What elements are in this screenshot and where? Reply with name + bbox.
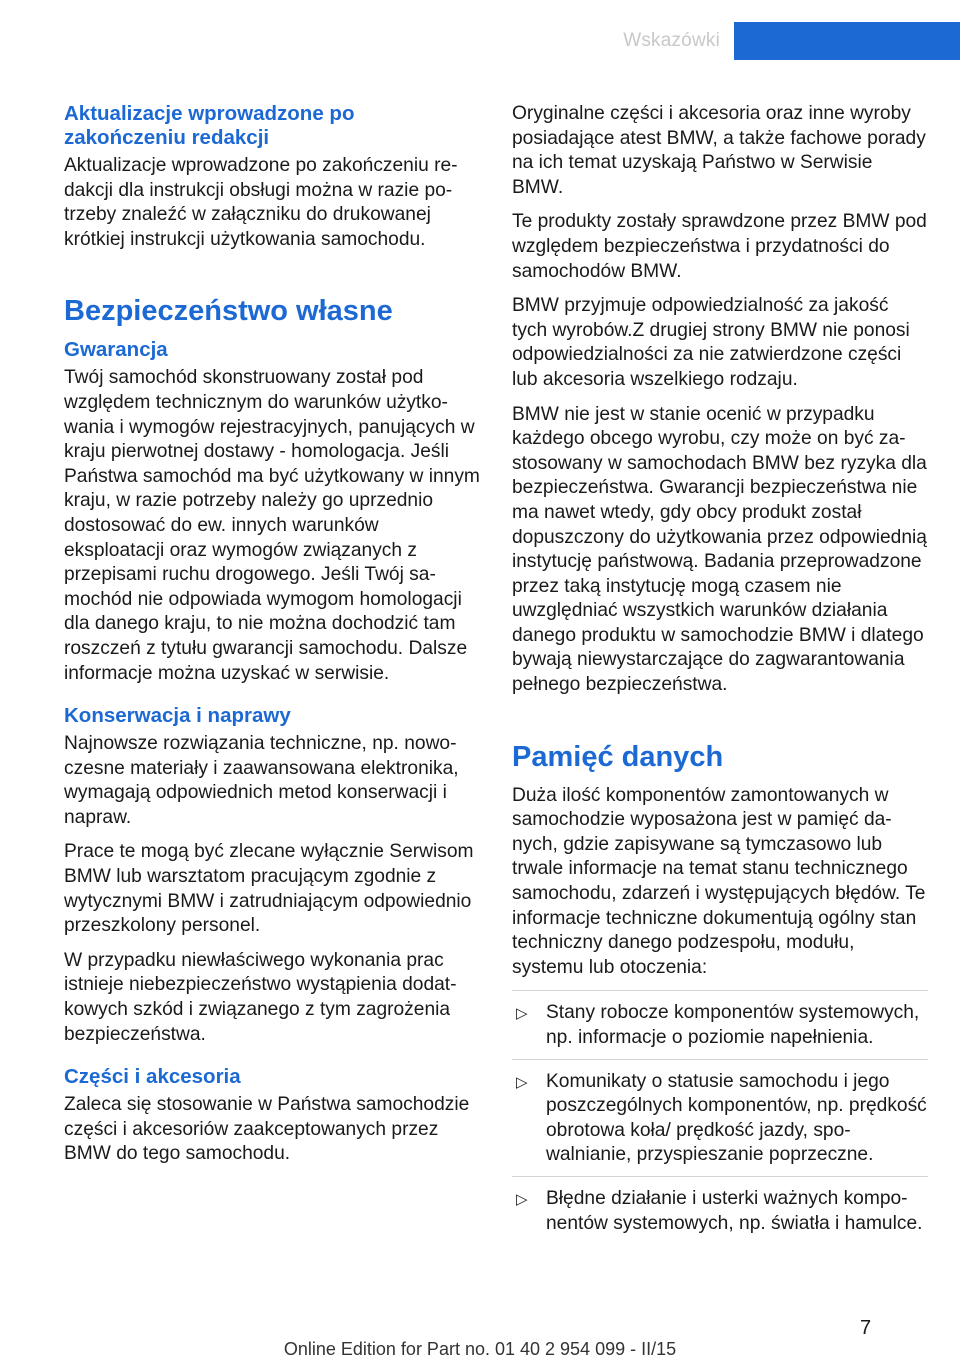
warranty-paragraph: Twój samochód skonstruowany został pod względem technicznym do warunków użytkowania i wymogów rejestracyjnych, panujących w kraju pierwotnej dostawy - homologacja. Jeśli Państwa samochód ma być użytkowany w innym kraju, w razie potrzeby należy go uprzednio dostosować do ew. innych warunków eksploatacji oraz wymogów związanych z przepisami ruchu drogowego. Jeśli Twój samochód nie odpowiada wymogom homologacji dla danego kraju, to nie można dochodzić tam roszczeń z tytułu gwarancji samochodu. Dalsze informacje można uzyskać w serwisie. (64, 367, 480, 684)
data-memory-list (512, 990, 928, 1244)
parts-paragraph-2: Oryginalne części i akcesoria oraz inne wyroby posiadające atest BMW, a także fachowe porady na ich temat uzyskają Państwo w Serwisie BMW. (512, 103, 926, 198)
triangle-bullet-icon: ▷ (516, 1190, 528, 1208)
warranty-heading: Gwarancja (64, 338, 168, 362)
list-item-text: Komunikaty o statusie samochodu i jego poszczególnych komponentów, np. prędkość obrotowa koła/ prędkość jazdy, spowalnianie, przyspieszanie poprzeczne. (546, 1070, 927, 1166)
maintenance-paragraph-3: W przypadku niewłaściwego wykonania prac istnieje niebezpieczeństwo wystąpienia dodatkowych szkód i związanego z tym zagrożenia bezpieczeństwa. (64, 949, 457, 1045)
own-safety-heading: Bezpieczeństwo własne (64, 295, 393, 328)
updates-heading: Aktualizacje wprowadzone po zakończeniu redakcji (64, 102, 355, 149)
data-memory-paragraph: Duża ilość komponentów zamontowanych w samochodzie wyposażona jest w pamięć danych, gdzie zapisywane są tymczasowo lub trwale informacje na temat stanu technicznego samochodu, zdarzeń i występujących błędów. Te informacje techniczne dokumentują ogólny stan techniczny danego podzespołu, modułu, systemu lub otoczenia: (512, 784, 926, 978)
section-tab-bar (734, 22, 960, 60)
triangle-bullet-icon: ▷ (516, 1073, 528, 1091)
parts-paragraph-5: BMW nie jest w stanie ocenić w przypadku każdego obcego wyrobu, czy może on być zastosowany w samochodach BMW bez ryzyka dla bezpieczeństwa. Gwarancji bezpieczeństwa nie ma nawet wtedy, gdy obcy produkt został dopuszczony do użytkowania przez odpowiednią instytucję państwową. Badania przeprowadzone przez taką instytucję mogą czasem nie uwzględniać wszystkich warunków działania danego produktu w samochodzie BMW i dlatego bywają niewystarczające do zagwarantowania pełnego bezpieczeństwa. (512, 403, 927, 696)
maintenance-heading: Konserwacja i naprawy (64, 704, 291, 728)
parts-paragraph: Zaleca się stosowanie w Państwa samochodzie części i akcesoriów zaakceptowanych przez BMW do tego samochodu. (64, 1094, 470, 1165)
edition-footer: Online Edition for Part no. 01 40 2 954 099 - II/15 (283, 1339, 677, 1359)
updates-paragraph: Aktualizacje wprowadzone po zakończeniu redakcji dla instrukcji obsługi można w razie potrzeby znaleźć w załączniku do drukowanej krótkiej instrukcji użytkowania samochodu. (64, 155, 458, 250)
parts-paragraph-3: Te produkty zostały sprawdzone przez BMW pod względem bezpieczeństwa i przydatności do samochodów BMW. (512, 211, 927, 282)
parts-heading: Części i akcesoria (64, 1065, 241, 1089)
parts-paragraph-4: BMW przyjmuje odpowiedzialność za jakość tych wyrobów.Z drugiej strony BMW nie ponosi odpowiedzialności za nie zatwierdzone części lub akcesoria wszelkiego rodzaju. (512, 295, 910, 390)
list-item-text: Stany robocze komponentów systemowych, np. informacje o poziomie napełnienia. (546, 1002, 920, 1048)
maintenance-paragraph-1: Najnowsze rozwiązania techniczne, np. nowoczesne materiały i zaawansowana elektronika, wymagają odpowiednich metod konserwacji i napraw. (64, 733, 459, 828)
maintenance-paragraph-2: Prace te mogą być zlecane wyłącznie Serwisom BMW lub warsztatom pracującym zgodnie z wytycznymi BMW i zatrudniającym odpowiednio przeszkolony personel. (64, 841, 474, 937)
right-column (512, 102, 928, 1244)
list-item (512, 1059, 928, 1176)
left-column (64, 102, 482, 1177)
triangle-bullet-icon: ▷ (516, 1005, 528, 1023)
page-number: 7 (860, 1317, 872, 1339)
list-item (512, 990, 928, 1058)
list-item (512, 1176, 928, 1244)
data-memory-heading: Pamięć danych (512, 740, 724, 773)
section-title: Wskazówki (623, 30, 720, 51)
list-item-text: Błędne działanie i usterki ważnych komponentów systemowych, np. światła i hamulce. (546, 1187, 923, 1234)
